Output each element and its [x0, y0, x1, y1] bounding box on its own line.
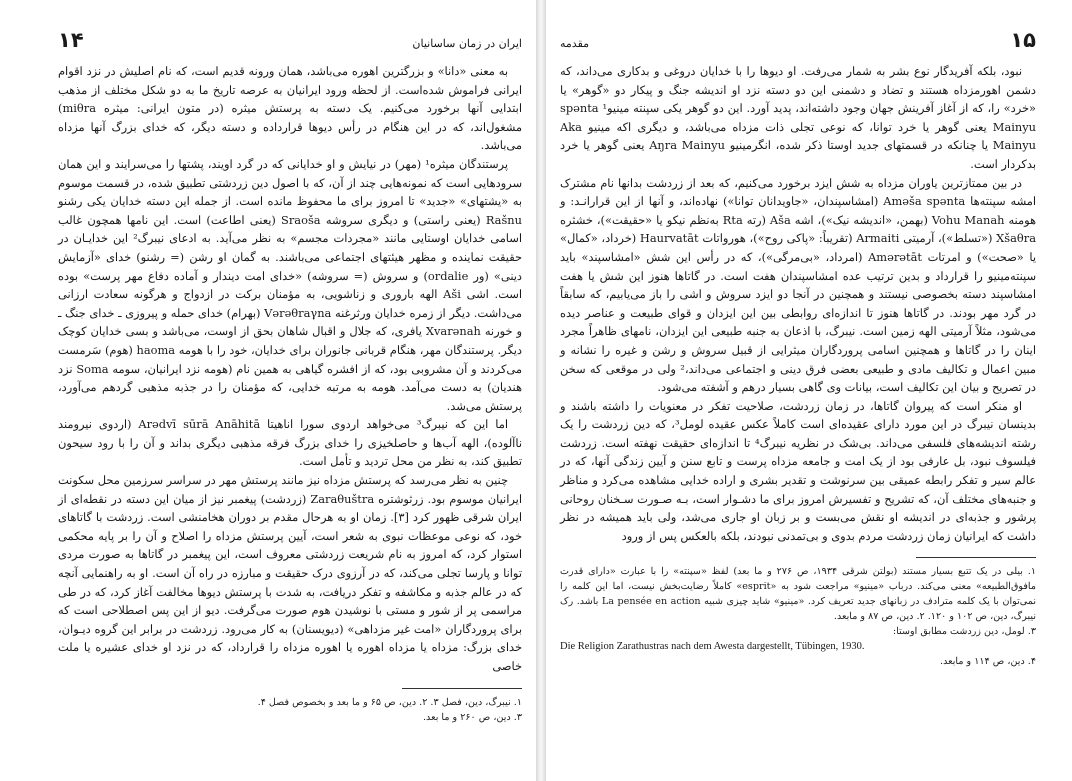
page-number: ۱۴ — [58, 28, 84, 52]
paragraph: پرستندگان میثره¹ (مهر) در نیایش و او خدایانی که در گرد اویند، پشتها را می‌سرایند و این همان سرودهایی است که نمونه‌هایی چند از آن، که با اصول دین زردشتی تطبیق شده، در قسمت موسوم به «یشتهای» «جدید» تا امروز برای ما محفوظ مانده است. از جمله این دسته خدایان یکی رشنو Rašnu (یعنی راستی) و دیگری سروشه Sraoša (یعنی اطاعت) است. این نامها همچون غالب اسامی خدایان اوستایی مانند «مجردات مجسم» به نظر می‌آید. به ادعای نیبرگ² این خدایـان در حقیقت نماینده و مظهر هیئتهای اجتماعی می‌باشند. به گمان او رشن (= رشنو) خدای «آزمایش دینی» (ور ordalie) و سروش (= سروشه) «خدای امت دیندار و آماده دفاع مهر پرست» بوده است. اشی Aši الهه باروری و زناشویی، به مؤمنان برکت در ازدواج و هرگونه سعادت ارزانی می‌داشت. دیگر از زمره خدایان ورثرغنه Vərəθraγna (بهرام) خدای حمله و پیروزی ـ خدای جنگ ـ و خورنه Xvarənah یافری، که جلال و اقبال شاهان بحق از اوست، می‌باشد و بسی خدایان کوچک دیگر. پرستندگان مهر، هنگام قربانی جانوران برای خدایان، خود را با هومه haoma (هوم) سَرمست می‌کردند و آن مشروبی بود، که از افشره گیاهی به همین نام (هومه نزد ایرانیان، سومه Soma نزد هندیان) به دست می‌آمد. هومه به مرتبه خدایی، که مؤمنان را در جذبه مذهبی گردهم می‌آورد، پرستش می‌شد. — [58, 156, 522, 413]
paragraph: به معنی «دانا» و بزرگترین اهوره می‌باشد، همان ورونه قدیم است، که نام اصلیش در نزد اقوام ایرانی فراموش شده‌است. از لحظه ورود ایرانیان به عرصه تاریخ ما به دو شکل مختلف از مذهب ابتدایی آنها برخورد می‌کنیم. یک دسته به پرستش میثره (در متون ایرانی: میثره miθra) مشغول‌اند، که در این هنگام در رأس دیوها قرارداده و دسته دیگر، که خدای بزرگ آنها مزداه می‌باشد. — [58, 64, 522, 153]
footnote: ۳. لومل، دین زردشت مطابق اوستا: — [892, 626, 1036, 638]
footnote: ۴. دین، ص ۱۱۴ و مابعد. — [940, 656, 1036, 668]
page-number: ۱۵ — [1010, 28, 1036, 52]
paragraph: چنین به نظر می‌رسد که پرستش مزداه نیز مانند پرستش مهر در سراسر سرزمین محل سکونت ایرانیان موسوم بود. زرثوشتره Zaraθuštra (زردشت) پیغمبر نیز از میان این دسته در نقطه‌ای از ایران شرقی ظهور کرد [۳]. زمان او به هرحال مقدم بر دوران هخامنشی است. زردشت با گاتاهای خود، که نوعی موعظات نبوی به شعر است، آیین پرستش مزداه را اصلاح و آن را بر پایه محکمی استوار کرد، که امروز به نام شریعت زردشتی معروف است، این پیغمبر در گاتاها به صورت مردی توانا و پارسا تجلی می‌کند، که در آرزوی درک حقیقت و مبارزه در راه آن است. او به راهنمایی آنچه که در عالم جذبه و مکاشفه و تفکر دریافت، به شدت با پرستش دیوها مخالفت آغاز کرد، که در طی مراسمی پر از شور و مستی با نوشیدن هوم صورت می‌گرفت. دیو از این پس اصطلاحی است که برای پروردگاران «امت غیر مزداهی» (دیویسنان) به کار می‌رود. زردشت در برابر این گروه دیـوان، خدای بزرگ: مزداه یا مزداه اهوره یا اهوره مزداه را قرارداد، که در نزد او خدای عشیره یا ملت خاصی — [58, 473, 523, 673]
right-body-text — [560, 62, 1036, 545]
running-head: مقدمه — [560, 37, 590, 50]
footnote: ۱. بیلی در یک تتبع بسیار مستند (بولتن شرقی ۱۹۳۴، ص ۲۷۶ و ما بعد) لفظ «سپنته» را با عبارت «دارای قدرت مافوق‌الطبیعه» معنی می‌کند. درباب «مینیو» مراجعت شود به «esprit» کاملاً رضایت‌بخش نیست، اما این کلمه را نمی‌توان با یک کلمه مترادف در زبانهای جدید تعریف کرد. «مینیو» شاید چیزی شبیه La pensée en action باشد. رک نیبرگ، دین، ص ۱۰۲ و ۱۲۰. ۲. دین، ص ۸۷ و مابعد. — [560, 566, 1036, 623]
footnote: ۳. دین، ص ۲۶۰ و ما بعد. — [423, 711, 522, 723]
footnote: ۱. نیبرگ، دین، فصل ۳. ۲. دین، ص ۶۵ و ما بعد و بخصوص فصل ۴. — [257, 696, 522, 708]
right-page — [546, 0, 1072, 781]
right-footnotes — [560, 564, 1036, 669]
footnote-divider — [402, 688, 522, 689]
paragraph: او منکر است که پیروان گاتاها، در زمان زردشت، صلاحیت تفکر در معنویات را داشته باشند و بدینسان نیبرگ در این مورد دارای عقیده‌ای است کاملاً عکس عقیده لومل³، که دین زردشت را یک رشته اندیشه‌های فلسفی می‌داند. بی‌شک در نظریه نیبرگ⁴ تا اندازه‌ای حقیقت نهفته است. زردشت فیلسوف نبود، بل عارفی بود از یک امت و جامعه مزداه پرست و تابع سنن و آیین زندگی آنها، که در عالم سیر و تفکر رابطه عمیقی بین سرنوشت و تقدیر بشری و اراده خدایی مشاهده می‌کرد و مناظر و جنبه‌های مختلف آن، که تشریح و تفسیرش امروز برای ما دشـوار است، بـه صـورت سـخنان روحانی پرشور و جذبه‌ای در اندیشه او نقش می‌بست و بر زبان او جاری می‌شد، ولی باید همیشه در نظر داشت که ایرانیان زمان زردشت مردم بدوی و بی‌تمدنی نبودند، بلکه بالعکس پس از ورود — [560, 398, 1036, 543]
book-reference: Die Religion Zarathustras nach dem Awesta dargestellt, Tübingen, 1930. — [560, 641, 865, 653]
paragraph: اما این که نیبرگ³ می‌خواهد اردوی سورا اناهیتا Arədvī sūrā Anāhitā (اردوی نیرومند ناآلوده)، الهه آب‌ها و حاصلخیزی را خدای بزرگ فرقه مذهبی دیگری بداند و آن را با رود سیحون تطبیق کند، به نظر من محل تردید و تأمل است. — [58, 417, 522, 469]
footnote-divider — [916, 557, 1036, 558]
right-page-header — [560, 28, 1036, 54]
paragraph: نبود، بلکه آفریدگار نوع بشر به شمار می‌رفت. او دیوها را با خدایان دروغی و بدکاری می‌داند، که دشمن اهورمزداه هستند و تضاد و دشمنی این دو دسته نزد او اندیشه جنگ و پیکار دو «گوهر» یا «خرد» را، که از آغاز آفرینش جهان وجود داشته‌اند، پدید آورد. این دو گوهر یکی سپنته مینیو¹ spənta Mainyu یعنی گوهر یا خرد توانا، که نوعی تجلی ذات مزداه می‌باشد، و دیگری اکه مینیو Aka Mainyu یا چنانکه در قسمتهای جدید اوستا ذکر شده، انگرمینیو Aŋra Mainyu یعنی گوهر یا خرد بدکردار است. — [560, 64, 1037, 171]
left-body-text — [58, 62, 522, 676]
left-page-header — [58, 28, 522, 54]
left-footnotes — [58, 695, 522, 725]
running-head: ایران در زمان ساسانیان — [412, 37, 522, 50]
book-gutter — [536, 0, 546, 781]
paragraph: در بین ممتازترین یاوران مزداه به شش ایزد برخورد می‌کنیم، که بعد از زردشت بدانها نام مشترک امشه سپنته‌ها Aməša spənta (امشاسپندان، «جاویدانان توانا») نهاده‌اند، و آنها از این قرارانـد: و هومنه Vohu Manah (بهمن، «اندیشه نیک»)، اشه Aša (رته Rta به‌نظم نیکو یا «حقیقت»)، خشثره Xšaθra («تسلط»)، آرمیتی Armaiti (تقریباً: «پاکی روح»)، هورواتات Haurvatāt (خرداد، «کمال» یا «صحت») و امرتات Amərətāt (امرداد، «بی‌مرگی»)، که در رأس این شش «امشاسپند» باید سپنته‌مینیو را قرارداد و بدین ترتیب عده امشاسپندان هفت است. در گاتاها هنوز این شش یا هفت امشاسپند دسته بخصوصی نیستند و همچنین در آنجا دو ایزد سروش و اشی را باز می‌یابیم، که سابقاً در گرد مهر بودند. در گاتاها هنوز تا اندازه‌ای روابطی بین این ایزدان و قوای طبیعت و عناصر دیده می‌شود، مثلاً آرمیتی الهه زمین است. نیبرگ، با اذعان به جنبه طبیعی این ایزدان، نامهای ظاهراً مجرد اینان را در گاتاها و همچنین اسامی پروردگاران میثرایی از قبیل سروش و رشن و غیره را نشانه و مبین اعمال و تکالیف مادی و طبیعی بعضی فرق دینی و اجتماعی می‌داند،² ولی در موقعی که سخن در تصریح و بیان این تکالیف است، بیانات وی گاهی بسیار درهم و آشفته می‌شود. — [560, 175, 1037, 395]
